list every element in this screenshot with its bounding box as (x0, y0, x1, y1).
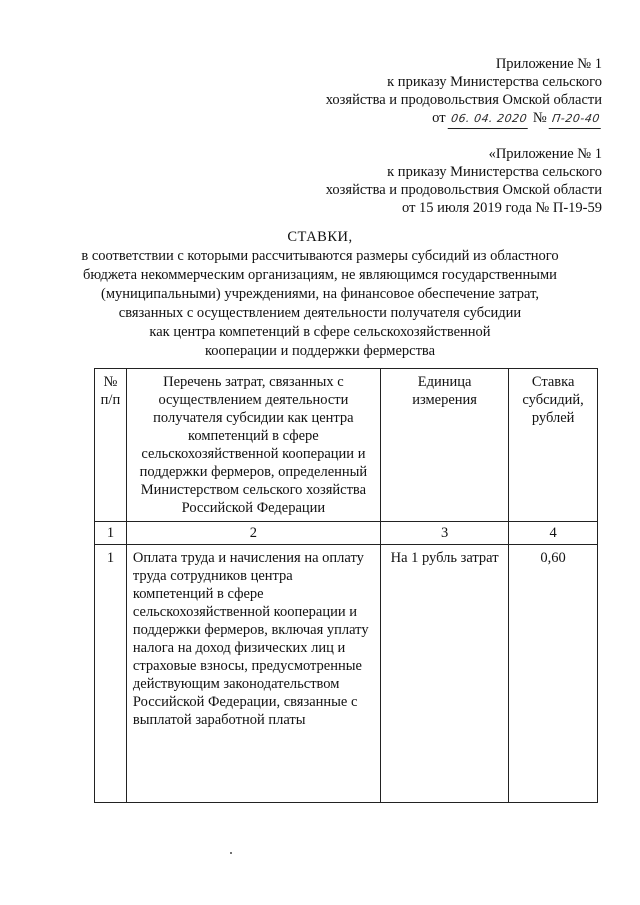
appendix-original (272, 145, 602, 217)
header-item: Перечень затрат, связанных с осуществлением деятельности получателя субсидии как центра компетенций в сфере сельскохозяйственной кооперации и поддержки фермеров, определенный Министерством сельского хозяйства Российской Федерации (126, 369, 380, 522)
header-num: № п/п (95, 369, 127, 522)
heading-line: бюджета некоммерческим организациям, не являющимся государственными (83, 267, 557, 283)
scan-speck (230, 852, 232, 854)
heading-line: в соответствии с которыми рассчитываются размеры субсидий из областного (81, 248, 559, 264)
table-header-row (95, 369, 598, 522)
appendix-current-line1: к приказу Министерства сельского (387, 74, 602, 90)
index-cell: 3 (380, 522, 508, 545)
appendix-original-line1: к приказу Министерства сельского (387, 164, 602, 180)
row-num: 1 (95, 545, 127, 803)
appendix-original-line3: от 15 июля 2019 года № П-19-59 (402, 200, 602, 216)
handwritten-date: 06. 04. 2020 (448, 110, 531, 129)
appendix-current-title: Приложение № 1 (495, 56, 602, 72)
appendix-current (272, 55, 602, 129)
appendix-current-date-line (272, 109, 602, 129)
appendix-original-title: «Приложение № 1 (488, 146, 602, 162)
rates-table (94, 368, 598, 803)
row-unit: На 1 рубль затрат (380, 545, 508, 803)
document-heading (60, 228, 580, 361)
index-cell: 4 (509, 522, 598, 545)
row-item: Оплата труда и начисления на оплату труда сотрудников центра компетенций в сфере сельскохозяйственной кооперации и поддержки фермеров, включая уплату налога на доход физических лиц и страховые взносы, предусмотренные действующим законодательством Российской Федерации, связанные с выплатой заработной платы (126, 545, 380, 803)
table-row (95, 545, 598, 803)
date-prefix: от (432, 110, 446, 126)
row-rate: 0,60 (509, 545, 598, 803)
number-sign: № (532, 110, 547, 126)
heading-line: (муниципальными) учреждениями, на финансовое обеспечение затрат, (101, 286, 539, 302)
heading-title: СТАВКИ, (287, 229, 353, 245)
header-rate: Ставка субсидий, рублей (509, 369, 598, 522)
appendix-current-line2: хозяйства и продовольствия Омской области (325, 92, 602, 108)
index-cell: 1 (95, 522, 127, 545)
table-index-row (95, 522, 598, 545)
heading-line: связанных с осуществлением деятельности получателя субсидии (118, 305, 522, 321)
heading-line: как центра компетенций в сфере сельскохозяйственной (149, 324, 491, 340)
appendix-original-line2: хозяйства и продовольствия Омской области (325, 182, 602, 198)
handwritten-number: П-20-40 (549, 110, 603, 129)
heading-line: кооперации и поддержки фермерства (204, 343, 436, 359)
index-cell: 2 (126, 522, 380, 545)
header-unit: Единица измерения (380, 369, 508, 522)
